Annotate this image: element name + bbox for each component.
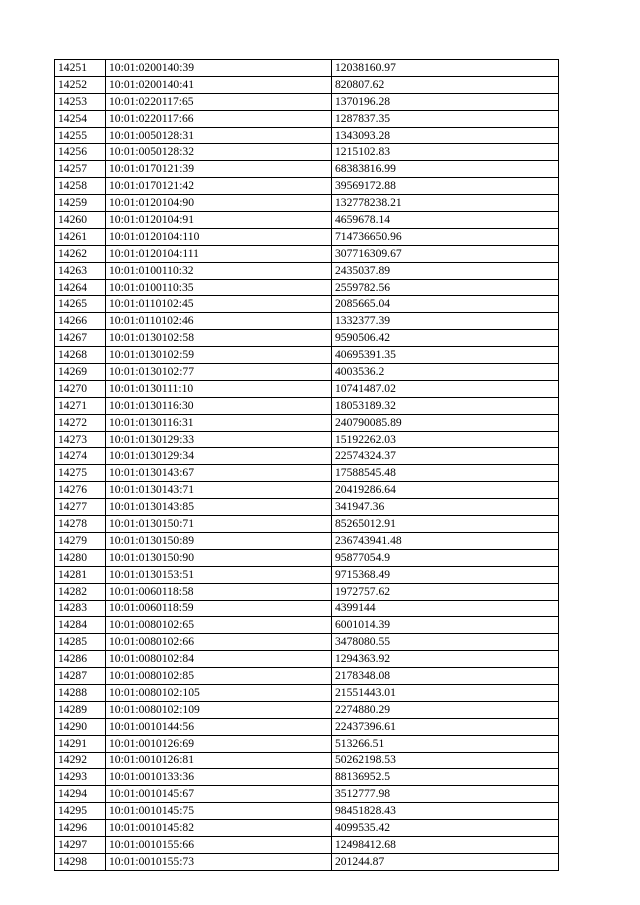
row-id-cell: 14276 [55,482,106,499]
value-cell: 39569172.88 [332,178,559,195]
row-id-cell: 14261 [55,228,106,245]
row-id-cell: 14251 [55,60,106,77]
value-cell: 2085665.04 [332,296,559,313]
cadastral-code-cell: 10:01:0110102:45 [106,296,332,313]
cadastral-code-cell: 10:01:0130102:58 [106,330,332,347]
value-cell: 240790085.89 [332,414,559,431]
cadastral-code-cell: 10:01:0130150:71 [106,516,332,533]
value-cell: 236743941.48 [332,532,559,549]
row-id-cell: 14256 [55,144,106,161]
row-id-cell: 14283 [55,600,106,617]
cadastral-code-cell: 10:01:0130143:71 [106,482,332,499]
cadastral-code-cell: 10:01:0010126:81 [106,752,332,769]
table-row [55,617,559,634]
row-id-cell: 14278 [55,516,106,533]
cadastral-code-cell: 10:01:0170121:39 [106,161,332,178]
value-cell: 307716309.67 [332,245,559,262]
value-cell: 4659678.14 [332,212,559,229]
row-id-cell: 14285 [55,634,106,651]
row-id-cell: 14298 [55,853,106,870]
value-cell: 4003536.2 [332,364,559,381]
table-row [55,836,559,853]
row-id-cell: 14268 [55,347,106,364]
row-id-cell: 14289 [55,701,106,718]
cadastral-code-cell: 10:01:0080102:66 [106,634,332,651]
value-cell: 820807.62 [332,76,559,93]
value-cell: 85265012.91 [332,516,559,533]
table-row [55,549,559,566]
table-row [55,127,559,144]
value-cell: 1294363.92 [332,651,559,668]
value-cell: 2274880.29 [332,701,559,718]
row-id-cell: 14253 [55,93,106,110]
data-table [54,59,559,871]
row-id-cell: 14270 [55,380,106,397]
value-cell: 132778238.21 [332,195,559,212]
row-id-cell: 14295 [55,803,106,820]
cadastral-code-cell: 10:01:0120104:111 [106,245,332,262]
table-row [55,144,559,161]
table-row [55,448,559,465]
value-cell: 95877054.9 [332,549,559,566]
cadastral-code-cell: 10:01:0130116:31 [106,414,332,431]
value-cell: 1343093.28 [332,127,559,144]
table-row [55,76,559,93]
row-id-cell: 14288 [55,684,106,701]
row-id-cell: 14272 [55,414,106,431]
table-row [55,364,559,381]
table-row [55,262,559,279]
row-id-cell: 14290 [55,718,106,735]
value-cell: 341947.36 [332,499,559,516]
value-cell: 1287837.35 [332,110,559,127]
cadastral-code-cell: 10:01:0130150:89 [106,532,332,549]
row-id-cell: 14294 [55,786,106,803]
row-id-cell: 14291 [55,735,106,752]
cadastral-code-cell: 10:01:0130116:30 [106,397,332,414]
row-id-cell: 14266 [55,313,106,330]
table-row [55,195,559,212]
value-cell: 12038160.97 [332,60,559,77]
row-id-cell: 14287 [55,668,106,685]
cadastral-code-cell: 10:01:0060118:58 [106,583,332,600]
row-id-cell: 14271 [55,397,106,414]
value-cell: 18053189.32 [332,397,559,414]
cadastral-code-cell: 10:01:0010133:36 [106,769,332,786]
cadastral-code-cell: 10:01:0130102:77 [106,364,332,381]
value-cell: 4399144 [332,600,559,617]
table-row [55,161,559,178]
table-row [55,583,559,600]
table-row [55,380,559,397]
row-id-cell: 14277 [55,499,106,516]
cadastral-code-cell: 10:01:0100110:35 [106,279,332,296]
cadastral-code-cell: 10:01:0010155:73 [106,853,332,870]
row-id-cell: 14286 [55,651,106,668]
table-row [55,60,559,77]
cadastral-code-cell: 10:01:0200140:41 [106,76,332,93]
cadastral-code-cell: 10:01:0080102:85 [106,668,332,685]
cadastral-code-cell: 10:01:0130153:51 [106,566,332,583]
value-cell: 513266.51 [332,735,559,752]
row-id-cell: 14262 [55,245,106,262]
value-cell: 15192262.03 [332,431,559,448]
row-id-cell: 14252 [55,76,106,93]
cadastral-code-cell: 10:01:0120104:90 [106,195,332,212]
row-id-cell: 14254 [55,110,106,127]
value-cell: 10741487.02 [332,380,559,397]
value-cell: 20419286.64 [332,482,559,499]
cadastral-code-cell: 10:01:0010126:69 [106,735,332,752]
cadastral-code-cell: 10:01:0130150:90 [106,549,332,566]
cadastral-code-cell: 10:01:0010145:82 [106,820,332,837]
row-id-cell: 14282 [55,583,106,600]
value-cell: 1972757.62 [332,583,559,600]
value-cell: 6001014.39 [332,617,559,634]
value-cell: 12498412.68 [332,836,559,853]
value-cell: 9715368.49 [332,566,559,583]
cadastral-code-cell: 10:01:0050128:31 [106,127,332,144]
row-id-cell: 14273 [55,431,106,448]
value-cell: 22574324.37 [332,448,559,465]
cadastral-code-cell: 10:01:0130102:59 [106,347,332,364]
row-id-cell: 14292 [55,752,106,769]
table-row [55,668,559,685]
cadastral-code-cell: 10:01:0110102:46 [106,313,332,330]
value-cell: 714736650.96 [332,228,559,245]
cadastral-code-cell: 10:01:0010155:66 [106,836,332,853]
row-id-cell: 14260 [55,212,106,229]
row-id-cell: 14296 [55,820,106,837]
row-id-cell: 14279 [55,532,106,549]
cadastral-code-cell: 10:01:0010145:75 [106,803,332,820]
table-row [55,228,559,245]
table-row [55,499,559,516]
cadastral-code-cell: 10:01:0130143:67 [106,465,332,482]
row-id-cell: 14259 [55,195,106,212]
cadastral-code-cell: 10:01:0130111:10 [106,380,332,397]
table-row [55,820,559,837]
table-row [55,701,559,718]
cadastral-code-cell: 10:01:0100110:32 [106,262,332,279]
cadastral-code-cell: 10:01:0130129:34 [106,448,332,465]
row-id-cell: 14297 [55,836,106,853]
cadastral-code-cell: 10:01:0200140:39 [106,60,332,77]
cadastral-code-cell: 10:01:0170121:42 [106,178,332,195]
cadastral-code-cell: 10:01:0010145:67 [106,786,332,803]
table-row [55,397,559,414]
table-row [55,465,559,482]
table-row [55,212,559,229]
table-row [55,600,559,617]
row-id-cell: 14281 [55,566,106,583]
cadastral-code-cell: 10:01:0080102:65 [106,617,332,634]
row-id-cell: 14263 [55,262,106,279]
value-cell: 3512777.98 [332,786,559,803]
row-id-cell: 14264 [55,279,106,296]
value-cell: 88136952.5 [332,769,559,786]
cadastral-code-cell: 10:01:0080102:109 [106,701,332,718]
cadastral-code-cell: 10:01:0060118:59 [106,600,332,617]
table-row [55,313,559,330]
value-cell: 21551443.01 [332,684,559,701]
cadastral-code-cell: 10:01:0220117:66 [106,110,332,127]
row-id-cell: 14269 [55,364,106,381]
table-row [55,93,559,110]
table-row [55,566,559,583]
table-row [55,786,559,803]
table-row [55,516,559,533]
row-id-cell: 14255 [55,127,106,144]
cadastral-code-cell: 10:01:0130143:85 [106,499,332,516]
value-cell: 4099535.42 [332,820,559,837]
value-cell: 98451828.43 [332,803,559,820]
row-id-cell: 14275 [55,465,106,482]
value-cell: 22437396.61 [332,718,559,735]
row-id-cell: 14274 [55,448,106,465]
value-cell: 2435037.89 [332,262,559,279]
cadastral-code-cell: 10:01:0010144:56 [106,718,332,735]
value-cell: 68383816.99 [332,161,559,178]
row-id-cell: 14293 [55,769,106,786]
value-cell: 1215102.83 [332,144,559,161]
value-cell: 17588545.48 [332,465,559,482]
table-row [55,853,559,870]
row-id-cell: 14265 [55,296,106,313]
value-cell: 2559782.56 [332,279,559,296]
table-row [55,296,559,313]
table-row [55,245,559,262]
value-cell: 1370196.28 [332,93,559,110]
value-cell: 50262198.53 [332,752,559,769]
value-cell: 9590506.42 [332,330,559,347]
cadastral-code-cell: 10:01:0130129:33 [106,431,332,448]
table-row [55,178,559,195]
table-row [55,532,559,549]
value-cell: 1332377.39 [332,313,559,330]
table-row [55,752,559,769]
value-cell: 201244.87 [332,853,559,870]
row-id-cell: 14258 [55,178,106,195]
row-id-cell: 14257 [55,161,106,178]
cadastral-code-cell: 10:01:0050128:32 [106,144,332,161]
table-row [55,279,559,296]
row-id-cell: 14284 [55,617,106,634]
table-row [55,769,559,786]
table-row [55,651,559,668]
table-row [55,735,559,752]
table-row [55,431,559,448]
cadastral-code-cell: 10:01:0120104:91 [106,212,332,229]
table-row [55,482,559,499]
table-row [55,110,559,127]
row-id-cell: 14280 [55,549,106,566]
table-body [55,60,559,871]
value-cell: 40695391.35 [332,347,559,364]
value-cell: 3478080.55 [332,634,559,651]
table-row [55,684,559,701]
table-row [55,347,559,364]
table-row [55,634,559,651]
cadastral-code-cell: 10:01:0220117:65 [106,93,332,110]
row-id-cell: 14267 [55,330,106,347]
value-cell: 2178348.08 [332,668,559,685]
cadastral-code-cell: 10:01:0080102:84 [106,651,332,668]
table-row [55,718,559,735]
cadastral-code-cell: 10:01:0080102:105 [106,684,332,701]
cadastral-code-cell: 10:01:0120104:110 [106,228,332,245]
table-row [55,330,559,347]
table-row [55,414,559,431]
table-row [55,803,559,820]
